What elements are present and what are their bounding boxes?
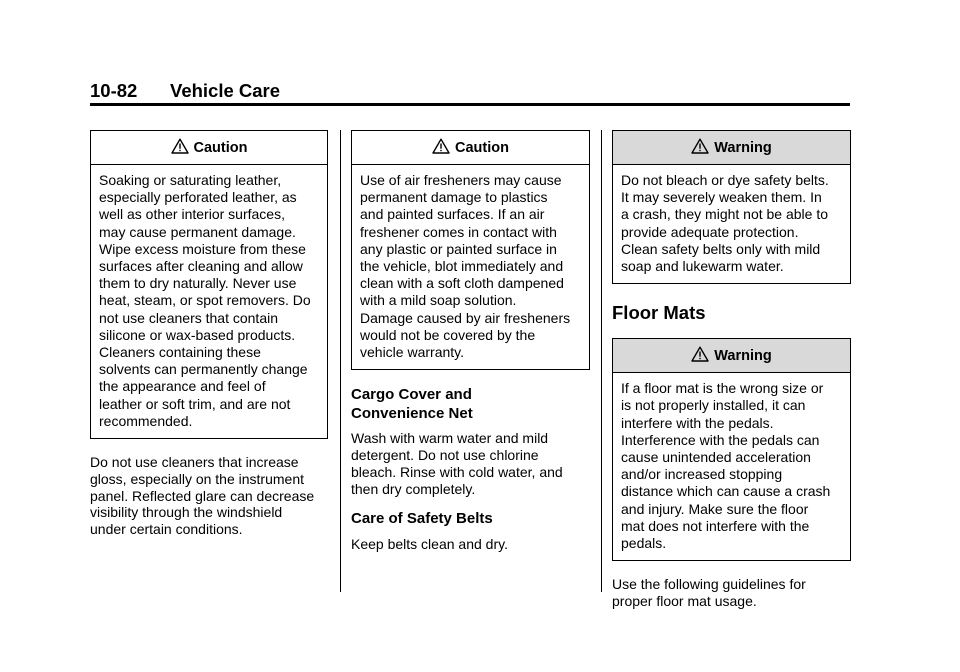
page-number: 10-82 [90,80,138,101]
column-divider [340,130,341,592]
cargo-heading: Cargo Cover and Convenience Net [351,386,473,422]
column-2 [351,130,590,553]
caution-text: Soaking or saturating leather, especially perforated leather, as well as other interior surfaces, may cause permanent damage. Wipe excess moisture from these surfaces after cleaning and allow them to dry naturally. Never use heat, steam, or spot removers. Do not use cleaners that contain silicone or wax-based products. Cleaners containing these solvents can permanently change the appearance and feel of leather or soft trim, and are not recommended. [99,172,311,429]
warning-box-header [613,131,850,165]
caution-icon [171,138,189,158]
header-rule [90,103,850,106]
warning-title: Warning [714,139,772,156]
warning-box [612,338,851,561]
warning-icon [691,346,709,366]
caution-icon [432,138,450,158]
warning-box [612,130,851,284]
cargo-text: Wash with warm water and mild detergent. Do not use chlorine bleach. Rinse with cold water, and then dry completely. [351,430,563,497]
caution-title: Caution [455,139,509,156]
warning-icon [691,138,709,158]
belts-text: Keep belts clean and dry. [351,535,508,552]
caution-box [90,130,328,439]
caution-text: Use of air fresheners may cause permanent damage to plastics and painted surfaces. If an air freshener comes in contact with any plastic or painted surface in the vehicle, blot immediately and clean with a soft cloth dampened with a mild soap solution. Damage caused by air fresheners would not be covered by the vehicle warranty. [360,172,571,361]
caution-box-header [352,131,589,165]
column-3 [612,130,851,610]
column-divider [601,130,602,592]
warning-text: If a floor mat is the wrong size or is not properly installed, it can interfere with the pedals. Interference with the pedals can cause unintended acceleration and/or increased stopping distance which can cause a crash and injury. Make sure the floor mat does not interfere with the pedals. [621,380,831,552]
floor-mats-heading: Floor Mats [612,302,706,324]
column-1 [90,130,328,538]
warning-title: Warning [714,347,772,364]
body-paragraph: Do not use cleaners that increase gloss, especially on the instrument panel. Reflected glare can decrease visibility through the windshield under certain conditions. [90,454,315,538]
section-title: Vehicle Care [170,80,281,101]
warning-box-header [613,339,850,373]
caution-title: Caution [193,139,248,156]
warning-text: Do not bleach or dye safety belts. It may severely weaken them. In a crash, they might not be able to provide adequate protection. Clean safety belts only with mild soap and lukewarm water. [621,172,829,275]
floor-mats-text: Use the following guidelines for proper floor mat usage. [612,576,806,610]
caution-box [351,130,590,370]
caution-box-header [91,131,327,165]
belts-heading: Care of Safety Belts [351,510,493,528]
